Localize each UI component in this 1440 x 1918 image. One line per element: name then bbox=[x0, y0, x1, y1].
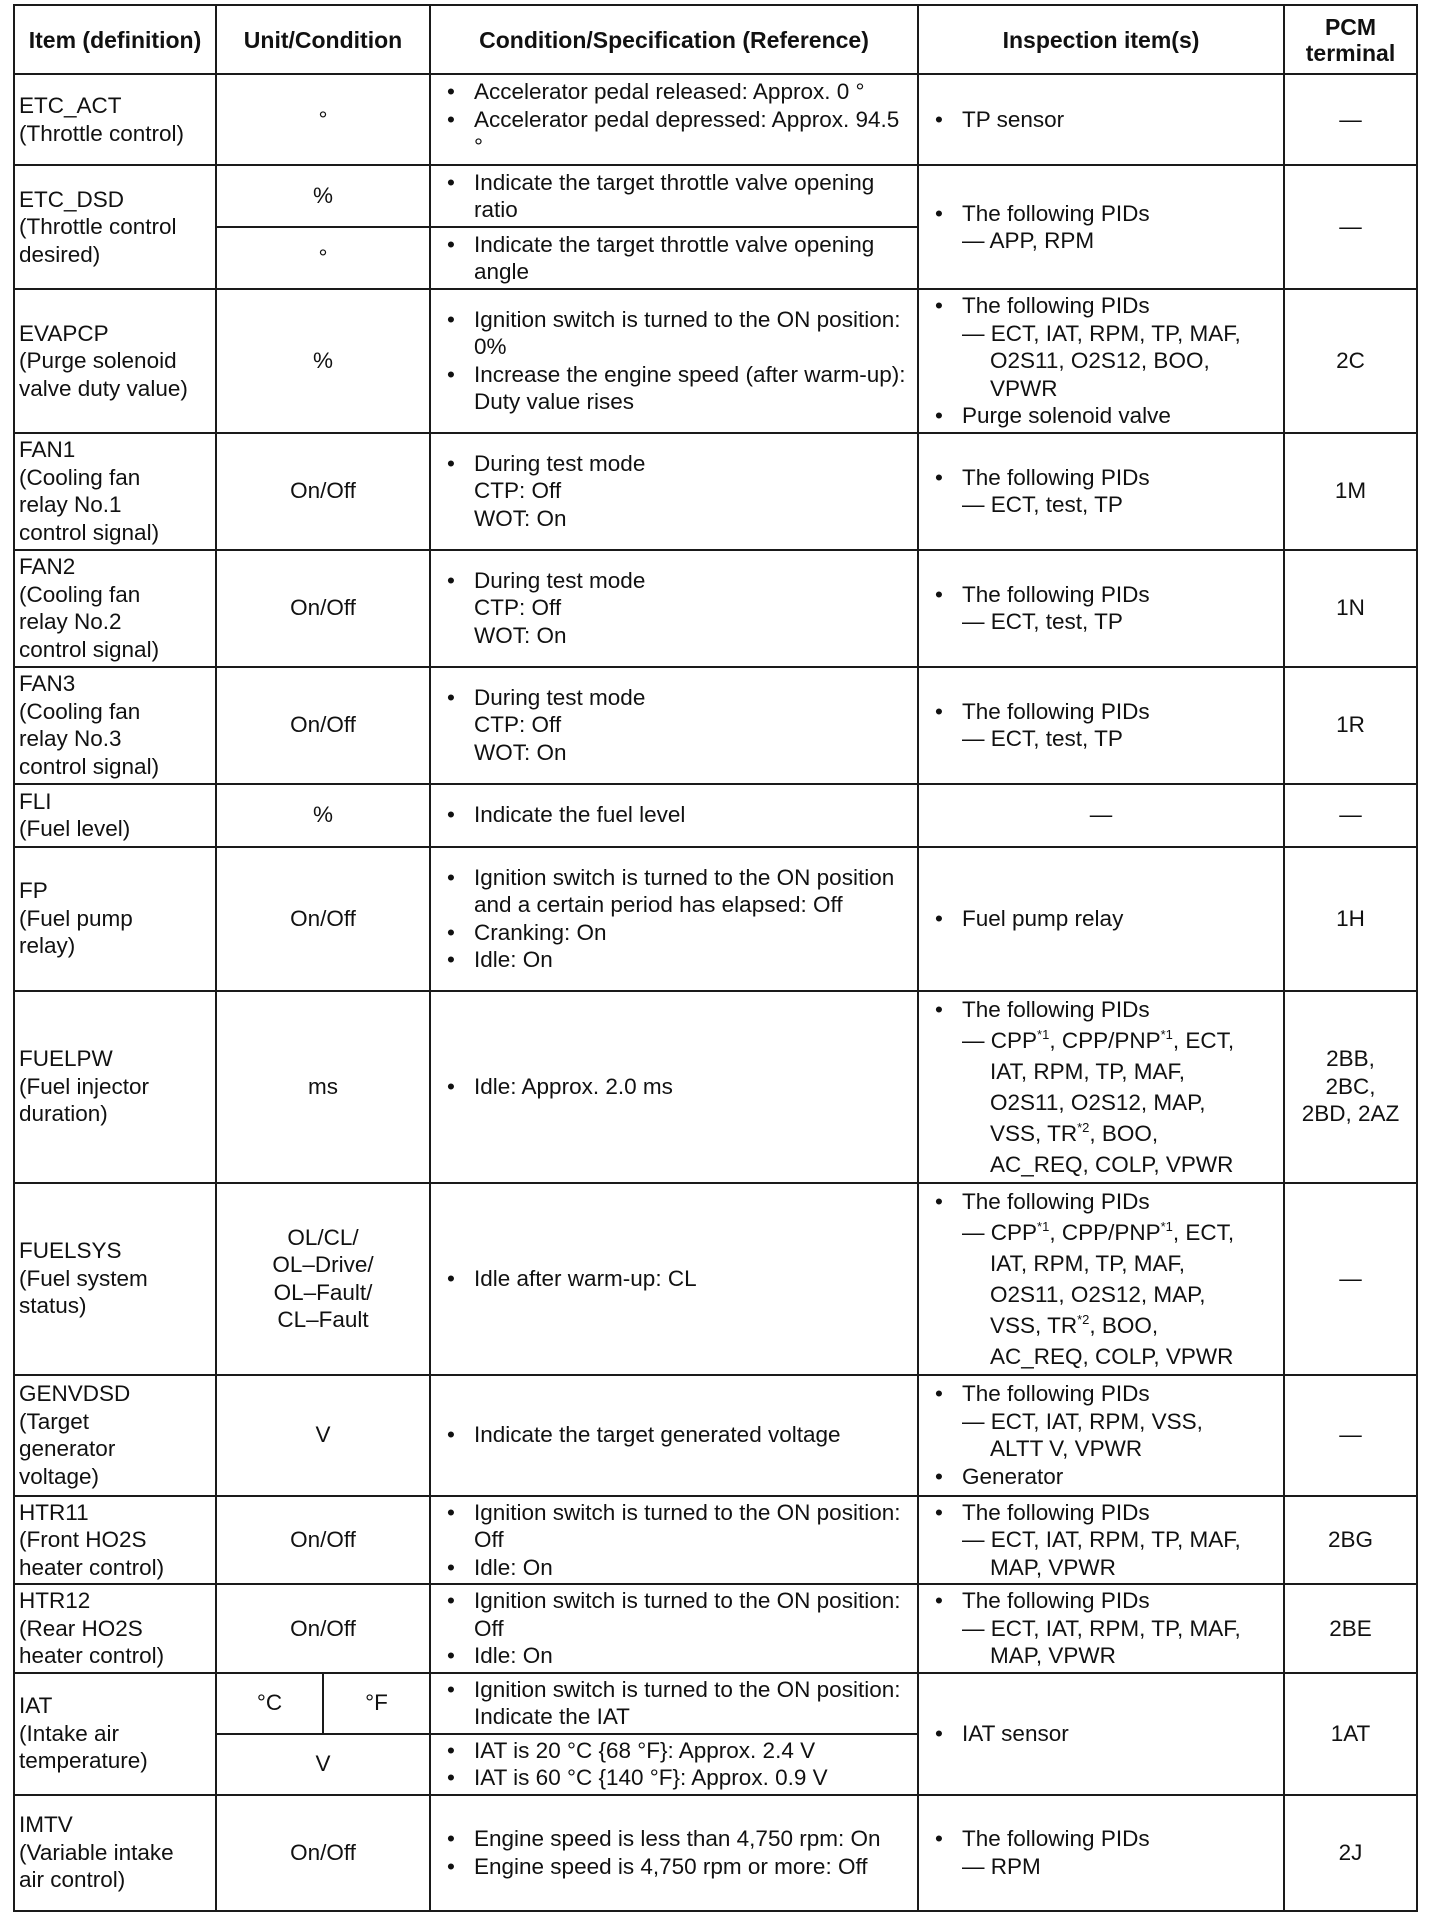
list-item: • Accelerator pedal depressed: Approx. 94.5 ° bbox=[474, 106, 910, 161]
unit-cell: On/Off bbox=[216, 1496, 430, 1585]
unit-cell: % bbox=[216, 165, 430, 227]
table-row bbox=[14, 667, 1417, 784]
pcm-cell: — bbox=[1284, 784, 1417, 847]
table-row bbox=[14, 289, 1417, 433]
spec-cell: • During test mode CTP: Off WOT: On bbox=[430, 433, 918, 550]
table-row bbox=[14, 1375, 1417, 1496]
table-row bbox=[14, 550, 1417, 667]
unit-cell: On/Off bbox=[216, 1795, 430, 1911]
item-cell: EVAPCP (Purge solenoid valve duty value) bbox=[14, 289, 216, 433]
table-row bbox=[14, 847, 1417, 991]
item-cell: FLI (Fuel level) bbox=[14, 784, 216, 847]
spec-cell: • Ignition switch is turned to the ON position: Off • Idle: On bbox=[430, 1584, 918, 1673]
table-row bbox=[14, 165, 1417, 227]
item-cell: IMTV (Variable intake air control) bbox=[14, 1795, 216, 1911]
pid-table-sheet bbox=[13, 4, 1416, 1910]
item-cell: FAN3 (Cooling fan relay No.3 control signal) bbox=[14, 667, 216, 784]
inspection-cell: • The following PIDs — ECT, test, TP bbox=[918, 433, 1284, 550]
pcm-cell: — bbox=[1284, 1375, 1417, 1496]
unit-cell: On/Off bbox=[216, 667, 430, 784]
unit-cell: ° bbox=[216, 227, 430, 289]
inspection-cell: • The following PIDs — ECT, IAT, RPM, TP, MAF, O2S11, O2S12, BOO, VPWR • Purge solenoid valve bbox=[918, 289, 1284, 433]
unit-cell: ° bbox=[216, 74, 430, 165]
inspection-cell: • The following PIDs — RPM bbox=[918, 1795, 1284, 1911]
spec-cell: • IAT is 20 °C {68 °F}: Approx. 2.4 V • IAT is 60 °C {140 °F}: Approx. 0.9 V bbox=[430, 1734, 918, 1795]
item-cell: FUELSYS (Fuel system status) bbox=[14, 1183, 216, 1375]
pcm-cell: — bbox=[1284, 165, 1417, 289]
inspection-cell: • The following PIDs — CPP$^{*1}$, CPP/PNP$^{*1}$, ECT, IAT, RPM, TP, MAF, O2S11, O2S12, MAP, VSS, TR$^{*2}$, BOO, AC_REQ, COLP, VPWR bbox=[918, 991, 1284, 1183]
spec-cell: • Indicate the target generated voltage bbox=[430, 1375, 918, 1496]
spec-cell: • Indicate the fuel level bbox=[430, 784, 918, 847]
table-row bbox=[14, 991, 1417, 1183]
unit-cell: V bbox=[216, 1734, 430, 1795]
table-row bbox=[14, 1673, 1417, 1734]
spec-cell: • During test mode CTP: Off WOT: On bbox=[430, 550, 918, 667]
header-inspection: Inspection item(s) bbox=[918, 5, 1284, 74]
inspection-cell: — bbox=[918, 784, 1284, 847]
unit-cell: % bbox=[216, 784, 430, 847]
spec-cell bbox=[430, 74, 918, 165]
pcm-cell: 2BB, 2BC, 2BD, 2AZ bbox=[1284, 991, 1417, 1183]
unit-cell: On/Off bbox=[216, 847, 430, 991]
unit-cell: On/Off bbox=[216, 550, 430, 667]
table-row bbox=[14, 433, 1417, 550]
inspection-cell: • The following PIDs — APP, RPM bbox=[918, 165, 1284, 289]
header-pcm: PCM terminal bbox=[1284, 5, 1417, 74]
spec-cell: • Ignition switch is turned to the ON position: 0% • Increase the engine speed (after warm-up): Duty value rises bbox=[430, 289, 918, 433]
inspection-cell: • The following PIDs — ECT, test, TP bbox=[918, 550, 1284, 667]
pcm-cell: — bbox=[1284, 1183, 1417, 1375]
spec-cell: • Ignition switch is turned to the ON position and a certain period has elapsed: Off • Cranking: On • Idle: On bbox=[430, 847, 918, 991]
table-row bbox=[14, 1183, 1417, 1375]
pcm-cell: — bbox=[1284, 74, 1417, 165]
item-cell: ETC_DSD (Throttle control desired) bbox=[14, 165, 216, 289]
spec-cell: • Idle after warm-up: CL bbox=[430, 1183, 918, 1375]
item-cell: FP (Fuel pump relay) bbox=[14, 847, 216, 991]
header-spec: Condition/Specification (Reference) bbox=[430, 5, 918, 74]
spec-cell: • Idle: Approx. 2.0 ms bbox=[430, 991, 918, 1183]
unit-cell-celsius: °C bbox=[216, 1673, 323, 1734]
pcm-cell: 1R bbox=[1284, 667, 1417, 784]
item-cell: HTR12 (Rear HO2S heater control) bbox=[14, 1584, 216, 1673]
pcm-cell: 1H bbox=[1284, 847, 1417, 991]
header-item: Item (definition) bbox=[14, 5, 216, 74]
pcm-cell: 2J bbox=[1284, 1795, 1417, 1911]
list-item: • Accelerator pedal released: Approx. 0 ° bbox=[474, 78, 910, 106]
pid-monitor-table bbox=[13, 4, 1418, 1912]
pcm-cell: 1AT bbox=[1284, 1673, 1417, 1795]
inspection-cell: • The following PIDs — CPP$^{*1}$, CPP/PNP$^{*1}$, ECT, IAT, RPM, TP, MAF, O2S11, O2S12, MAP, VSS, TR$^{*2}$, BOO, AC_REQ, COLP, VPWR bbox=[918, 1183, 1284, 1375]
spec-cell: • Ignition switch is turned to the ON position: Off • Idle: On bbox=[430, 1496, 918, 1585]
unit-cell: V bbox=[216, 1375, 430, 1496]
header-unit: Unit/Condition bbox=[216, 5, 430, 74]
table-row bbox=[14, 74, 1417, 165]
inspection-cell: • The following PIDs — ECT, IAT, RPM, TP, MAF, MAP, VPWR bbox=[918, 1584, 1284, 1673]
table-row bbox=[14, 1496, 1417, 1585]
header-row bbox=[14, 5, 1417, 74]
unit-cell-fahrenheit: °F bbox=[323, 1673, 430, 1734]
pcm-cell: 2BE bbox=[1284, 1584, 1417, 1673]
pcm-cell: 2C bbox=[1284, 289, 1417, 433]
inspection-cell: • TP sensor bbox=[918, 74, 1284, 165]
table-row bbox=[14, 784, 1417, 847]
inspection-cell: • The following PIDs — ECT, test, TP bbox=[918, 667, 1284, 784]
table-row bbox=[14, 1795, 1417, 1911]
spec-cell: • Ignition switch is turned to the ON position: Indicate the IAT bbox=[430, 1673, 918, 1734]
spec-cell: • Indicate the target throttle valve opening angle bbox=[430, 227, 918, 289]
item-cell: GENVDSD (Target generator voltage) bbox=[14, 1375, 216, 1496]
spec-cell: • Indicate the target throttle valve opening ratio bbox=[430, 165, 918, 227]
unit-cell: On/Off bbox=[216, 1584, 430, 1673]
pcm-cell: 2BG bbox=[1284, 1496, 1417, 1585]
item-cell: FAN2 (Cooling fan relay No.2 control signal) bbox=[14, 550, 216, 667]
item-cell: FAN1 (Cooling fan relay No.1 control signal) bbox=[14, 433, 216, 550]
pcm-cell: 1N bbox=[1284, 550, 1417, 667]
unit-cell: On/Off bbox=[216, 433, 430, 550]
spec-cell: • During test mode CTP: Off WOT: On bbox=[430, 667, 918, 784]
spec-cell: • Engine speed is less than 4,750 rpm: On • Engine speed is 4,750 rpm or more: Off bbox=[430, 1795, 918, 1911]
unit-cell: % bbox=[216, 289, 430, 433]
item-cell: ETC_ACT (Throttle control) bbox=[14, 74, 216, 165]
item-cell: IAT (Intake air temperature) bbox=[14, 1673, 216, 1795]
unit-cell: ms bbox=[216, 991, 430, 1183]
table-row bbox=[14, 1584, 1417, 1673]
unit-cell: OL/CL/ OL–Drive/ OL–Fault/ CL–Fault bbox=[216, 1183, 430, 1375]
item-cell: FUELPW (Fuel injector duration) bbox=[14, 991, 216, 1183]
pcm-cell: 1M bbox=[1284, 433, 1417, 550]
inspection-cell: • The following PIDs — ECT, IAT, RPM, VSS, ALTT V, VPWR • Generator bbox=[918, 1375, 1284, 1496]
item-cell: HTR11 (Front HO2S heater control) bbox=[14, 1496, 216, 1585]
inspection-cell: • The following PIDs — ECT, IAT, RPM, TP, MAF, MAP, VPWR bbox=[918, 1496, 1284, 1585]
inspection-cell: • IAT sensor bbox=[918, 1673, 1284, 1795]
inspection-cell: • Fuel pump relay bbox=[918, 847, 1284, 991]
